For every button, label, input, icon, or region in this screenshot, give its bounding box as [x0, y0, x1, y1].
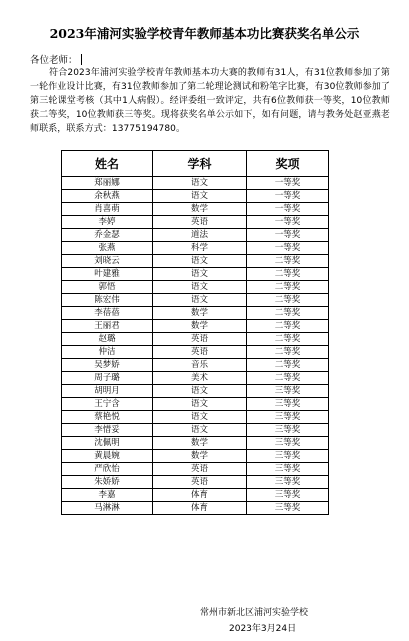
- document-title: 2023年浦河实验学校青年教师基本功比赛获奖名单公示: [49, 26, 360, 41]
- table-row: [62, 398, 329, 411]
- cell-award: 三等奖: [247, 489, 329, 502]
- table-row: [62, 411, 329, 424]
- cell-subject: 英语: [153, 463, 247, 476]
- cell-name: 余秋燕: [62, 190, 153, 203]
- cell-name: 蔡艳悦: [62, 411, 153, 424]
- cell-award: 二等奖: [247, 268, 329, 281]
- cell-subject: 科学: [153, 242, 247, 255]
- table-row: [62, 320, 329, 333]
- cell-award: 二等奖: [247, 346, 329, 359]
- text-cursor: [81, 54, 82, 65]
- table-row: [62, 502, 329, 515]
- cell-subject: 数学: [153, 307, 247, 320]
- table-row: [62, 372, 329, 385]
- table-row: [62, 281, 329, 294]
- cell-name: 沈佩明: [62, 437, 153, 450]
- cell-subject: 英语: [153, 346, 247, 359]
- cell-subject: 语文: [153, 411, 247, 424]
- cell-award: 一等奖: [247, 177, 329, 190]
- table-row: [62, 229, 329, 242]
- cell-subject: 语文: [153, 294, 247, 307]
- cell-award: 一等奖: [247, 229, 329, 242]
- cell-award: 二等奖: [247, 372, 329, 385]
- cell-name: 王丽君: [62, 320, 153, 333]
- cell-subject: 语文: [153, 398, 247, 411]
- cell-subject: 语文: [153, 255, 247, 268]
- cell-name: 李嘉: [62, 489, 153, 502]
- table-row: [62, 203, 329, 216]
- cell-subject: 数学: [153, 437, 247, 450]
- table-row: [62, 450, 329, 463]
- cell-subject: 数学: [153, 450, 247, 463]
- cell-name: 乔金瑟: [62, 229, 153, 242]
- cell-award: 二等奖: [247, 294, 329, 307]
- cell-name: 李蓓蓓: [62, 307, 153, 320]
- awards-table: [61, 150, 329, 515]
- header-name: 姓名: [62, 151, 153, 177]
- cell-subject: 英语: [153, 333, 247, 346]
- table-row: [62, 489, 329, 502]
- table-row: [62, 424, 329, 437]
- table-row: [62, 359, 329, 372]
- cell-award: 三等奖: [247, 476, 329, 489]
- table-row: [62, 242, 329, 255]
- cell-award: 一等奖: [247, 242, 329, 255]
- cell-award: 二等奖: [247, 255, 329, 268]
- table-row: [62, 190, 329, 203]
- signature-date: 2023年3月24日: [229, 624, 297, 634]
- salutation-text: 各位老师：: [30, 55, 78, 66]
- cell-subject: 语文: [153, 190, 247, 203]
- table-row: [62, 437, 329, 450]
- cell-award: 二等奖: [247, 320, 329, 333]
- cell-subject: 语文: [153, 385, 247, 398]
- signature-school: 常州市新北区浦河实验学校: [200, 608, 309, 618]
- cell-name: 郑丽娜: [62, 177, 153, 190]
- cell-subject: 英语: [153, 216, 247, 229]
- cell-name: 黄晨婉: [62, 450, 153, 463]
- cell-name: 李惜妥: [62, 424, 153, 437]
- cell-award: 三等奖: [247, 450, 329, 463]
- cell-award: 一等奖: [247, 203, 329, 216]
- table-row: [62, 177, 329, 190]
- cell-award: 一等奖: [247, 190, 329, 203]
- cell-award: 三等奖: [247, 385, 329, 398]
- cell-subject: 美术: [153, 372, 247, 385]
- cell-subject: 道法: [153, 229, 247, 242]
- cell-award: 一等奖: [247, 216, 329, 229]
- cell-award: 二等奖: [247, 281, 329, 294]
- cell-award: 三等奖: [247, 502, 329, 515]
- table-row: [62, 294, 329, 307]
- cell-subject: 语文: [153, 424, 247, 437]
- cell-name: 郭悟: [62, 281, 153, 294]
- cell-name: 马淋淋: [62, 502, 153, 515]
- header-award: 奖项: [247, 151, 329, 177]
- cell-subject: 体育: [153, 489, 247, 502]
- cell-award: 二等奖: [247, 307, 329, 320]
- table-row: [62, 385, 329, 398]
- announcement-paragraph: 符合2023年浦河实验学校青年教师基本功大赛的教师有31人，有31位教师参加了第一轮作业设计比赛，有31位教师参加了第二轮理论测试和粉笔字比赛，有30位教师参加了第三轮课堂考核（其中1人病假）。经评委组一致评定，共有6位教师获一等奖，10位教师获二等奖，10位教师获三等奖。现将获奖名单公示如下，如有问题，请与教务处赵亚燕老师联系，联系方式：13775194780。: [30, 68, 391, 134]
- cell-name: 仲洁: [62, 346, 153, 359]
- cell-subject: 音乐: [153, 359, 247, 372]
- cell-name: 朱娇娇: [62, 476, 153, 489]
- cell-name: 严欣怡: [62, 463, 153, 476]
- table-row: [62, 268, 329, 281]
- cell-subject: 语文: [153, 177, 247, 190]
- table-row: [62, 216, 329, 229]
- cell-subject: 数学: [153, 203, 247, 216]
- cell-name: 李婷: [62, 216, 153, 229]
- cell-subject: 语文: [153, 281, 247, 294]
- cell-award: 三等奖: [247, 463, 329, 476]
- cell-award: 二等奖: [247, 359, 329, 372]
- cell-name: 胡明月: [62, 385, 153, 398]
- cell-name: 赵璐: [62, 333, 153, 346]
- table-row: [62, 476, 329, 489]
- cell-award: 二等奖: [247, 333, 329, 346]
- table-row: [62, 346, 329, 359]
- cell-name: 吴梦娇: [62, 359, 153, 372]
- cell-name: 叶建雅: [62, 268, 153, 281]
- table-row: [62, 333, 329, 346]
- cell-subject: 语文: [153, 268, 247, 281]
- cell-award: 三等奖: [247, 398, 329, 411]
- cell-name: 周子璐: [62, 372, 153, 385]
- cell-name: 张燕: [62, 242, 153, 255]
- cell-award: 三等奖: [247, 424, 329, 437]
- awards-table-body: [62, 177, 329, 515]
- cell-subject: 数学: [153, 320, 247, 333]
- cell-award: 三等奖: [247, 411, 329, 424]
- table-row: [62, 307, 329, 320]
- cell-name: 陈宏伟: [62, 294, 153, 307]
- cell-subject: 体育: [153, 502, 247, 515]
- cell-name: 刘晓云: [62, 255, 153, 268]
- table-row: [62, 463, 329, 476]
- cell-name: 肖喜萌: [62, 203, 153, 216]
- table-header-row: [62, 151, 329, 177]
- cell-award: 三等奖: [247, 437, 329, 450]
- cell-name: 王宁含: [62, 398, 153, 411]
- salutation-line: [30, 52, 82, 66]
- cell-subject: 英语: [153, 476, 247, 489]
- header-subject: 学科: [153, 151, 247, 177]
- table-row: [62, 255, 329, 268]
